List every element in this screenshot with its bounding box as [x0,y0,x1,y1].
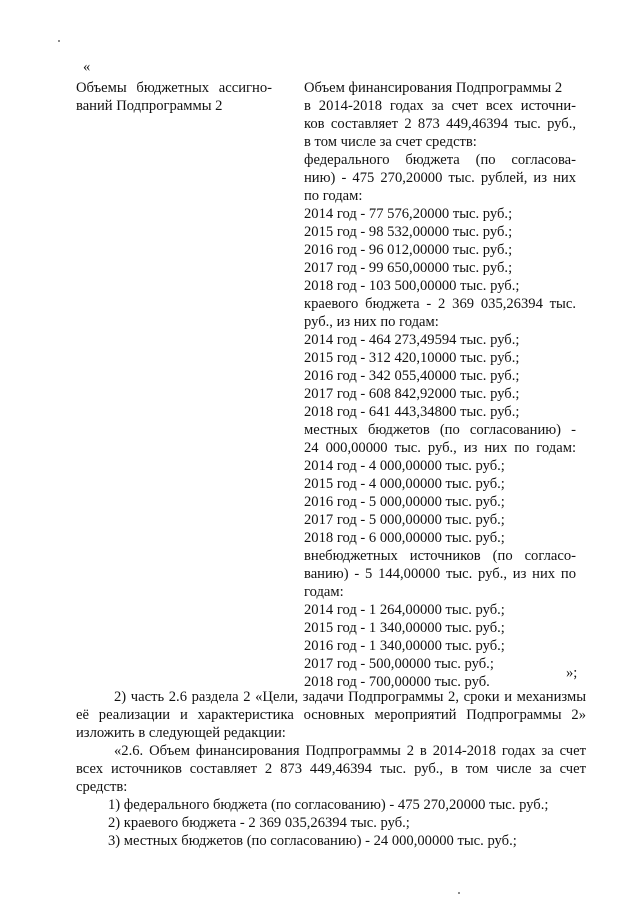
list-item: 2) краевого бюджета - 2 369 035,26394 тыс. руб.; [108,815,410,831]
financing-line: 2018 год - 700,00000 тыс. руб. [304,674,490,690]
financing-line: Объем финансирования Подпрограммы 2 [304,80,563,96]
amendment-paragraph: 2) часть 2.6 раздела 2 «Цели, задачи Подпрограммы 2, сроки и механизмы её реализации и характеристика основных мероприятий Подпрограммы 2» изложить в следующей редакции: [76,689,586,741]
financing-line: 2014 год - 4 000,00000 тыс. руб.; [304,458,505,474]
opening-quote-mark: « [83,59,91,75]
financing-line: 2014 год - 1 264,00000 тыс. руб.; [304,602,505,618]
financing-line: годам: [304,584,344,600]
financing-line: 2015 год - 312 420,10000 тыс. руб.; [304,350,520,366]
financing-line: 2017 год - 500,00000 тыс. руб.; [304,656,494,672]
financing-line: внебюджетных источников (по согласо- [304,548,576,564]
financing-line: 2018 год - 641 443,34800 тыс. руб.; [304,404,520,420]
financing-line: местных бюджетов (по согласованию) - [304,422,576,438]
financing-line: в том числе за счет средств: [304,134,477,150]
financing-line: федерального бюджета (по согласова- [304,152,576,168]
financing-line: краевого бюджета - 2 369 035,26394 тыс. [304,296,576,312]
financing-line: 2015 год - 98 532,00000 тыс. руб.; [304,224,513,240]
financing-line: 24 000,00000 тыс. руб., из них по годам: [304,440,576,456]
financing-details [304,79,576,691]
financing-line: 2017 год - 608 842,92000 тыс. руб.; [304,386,520,402]
financing-line: нию) - 475 270,20000 тыс. рублей, из них [304,170,576,186]
financing-line: 2014 год - 77 576,20000 тыс. руб.; [304,206,513,222]
financing-line: руб., из них по годам: [304,314,439,330]
budget-allocation-label: Объемы бюджетных ассигно-ваний Подпрограммы 2 [76,80,272,114]
financing-line: 2017 год - 5 000,00000 тыс. руб.; [304,512,505,528]
financing-line: 2017 год - 99 650,00000 тыс. руб.; [304,260,513,276]
financing-line: 2018 год - 103 500,00000 тыс. руб.; [304,278,520,294]
closing-quote-mark: »; [566,665,578,681]
financing-line: 2014 год - 464 273,49594 тыс. руб.; [304,332,520,348]
financing-line: ванию) - 5 144,00000 тыс. руб., из них по [304,566,576,582]
financing-line: 2016 год - 5 000,00000 тыс. руб.; [304,494,505,510]
list-item: 3) местных бюджетов (по согласованию) - 24 000,00000 тыс. руб.; [108,833,517,849]
financing-line: 2018 год - 6 000,00000 тыс. руб.; [304,530,505,546]
financing-line: 2016 год - 96 012,00000 тыс. руб.; [304,242,513,258]
financing-line: 2016 год - 1 340,00000 тыс. руб.; [304,638,505,654]
list-item: 1) федерального бюджета (по согласованию) - 475 270,20000 тыс. руб.; [108,797,549,813]
financing-line: по годам: [304,188,363,204]
financing-line: ков составляет 2 873 449,46394 тыс. руб., [304,116,576,132]
financing-line: 2015 год - 1 340,00000 тыс. руб.; [304,620,505,636]
financing-line: 2016 год - 342 055,40000 тыс. руб.; [304,368,520,384]
scan-speck [458,892,460,894]
section-2-6-paragraph: «2.6. Объем финансирования Подпрограммы 2 в 2014-2018 годах за счет всех источников составляет 2 873 449,46394 тыс. руб., в том числе за счет средств: [76,743,586,795]
scan-speck [58,40,60,42]
financing-line: 2015 год - 4 000,00000 тыс. руб.; [304,476,505,492]
financing-line: в 2014-2018 годах за счет всех источни- [304,98,576,114]
